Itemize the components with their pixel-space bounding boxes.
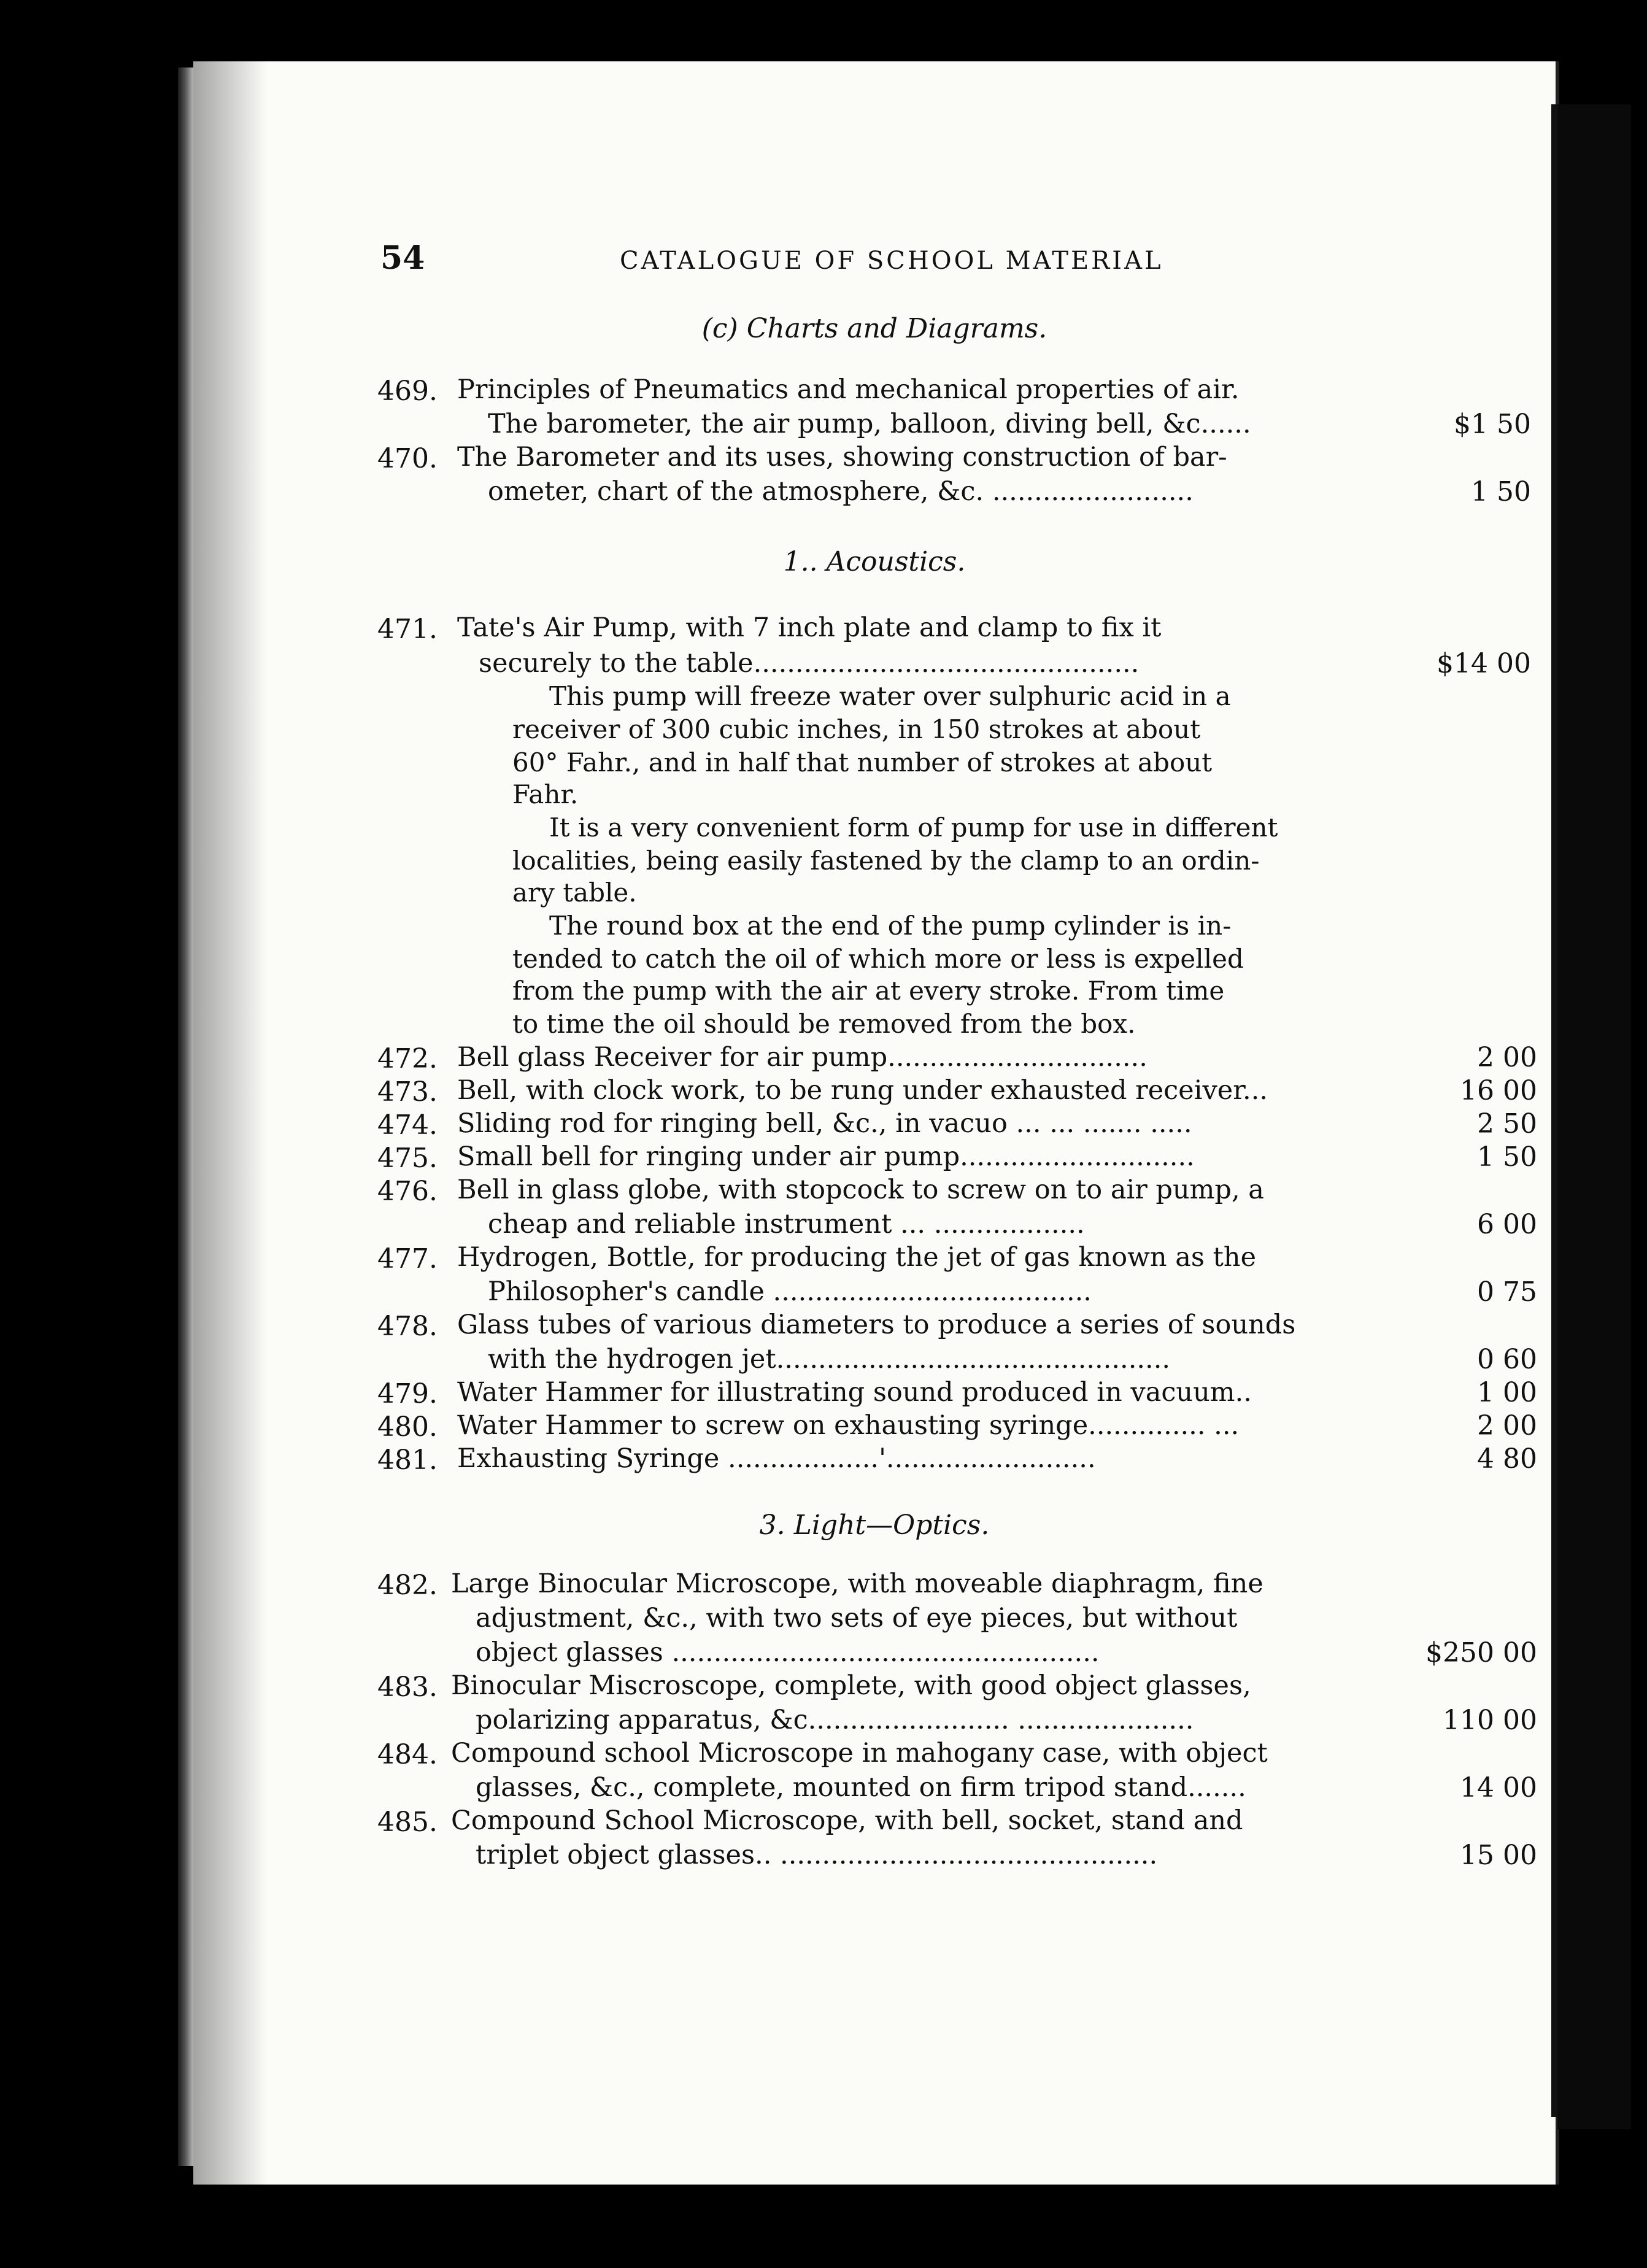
entry-number: 476.	[377, 1176, 438, 1207]
entry-price: $250 00	[1425, 1637, 1537, 1668]
entry-description: Bell in glass globe, with stopcock to screw on to air pump, a	[457, 1174, 1264, 1205]
entry-number: 484.	[377, 1739, 438, 1770]
entry-number: 478.	[377, 1311, 438, 1342]
entry-price: 6 00	[1477, 1209, 1537, 1240]
entry-description: ometer, chart of the atmosphere, &c. ........................	[488, 476, 1194, 507]
entry-number: 472.	[377, 1043, 438, 1074]
entry-description: Small bell for ringing under air pump............................	[457, 1141, 1195, 1172]
page-shadow	[193, 61, 267, 2185]
section-heading-optics: 3. Light—Optics.	[759, 1510, 990, 1541]
entry-price: 2 00	[1477, 1042, 1537, 1073]
note-line: It is a very convenient form of pump for use in different	[549, 812, 1278, 843]
entry-number: 485.	[377, 1807, 438, 1838]
entry-description: securely to the table..............................................	[479, 648, 1140, 679]
entry-price: 110 00	[1443, 1705, 1537, 1736]
entry-description: triplet object glasses.. .............................................	[476, 1840, 1158, 1870]
entry-price: 16 00	[1460, 1075, 1537, 1106]
entry-description: Philosopher's candle ......................................	[488, 1276, 1092, 1307]
page-number: 54	[380, 239, 425, 277]
entry-price: 0 75	[1477, 1276, 1537, 1308]
entry-number: 482.	[377, 1570, 438, 1601]
entry-number: 481.	[377, 1444, 438, 1476]
entry-description: Compound School Microscope, with bell, socket, stand and	[451, 1805, 1243, 1836]
entry-description: Large Binocular Microscope, with moveable diaphragm, fine	[451, 1568, 1263, 1599]
entry-number: 480.	[377, 1411, 438, 1443]
entry-number: 470.	[377, 443, 438, 474]
entry-price: $1 50	[1454, 409, 1531, 440]
entry-description: The barometer, the air pump, balloon, diving bell, &c......	[488, 409, 1251, 439]
note-line: localities, being easily fastened by the clamp to an ordin-	[512, 846, 1260, 876]
note-line: Fahr.	[512, 779, 579, 809]
entry-price: 15 00	[1460, 1840, 1537, 1871]
entry-description: Tate's Air Pump, with 7 inch plate and clamp to fix it	[457, 612, 1162, 643]
entry-description: object glasses ...................................................	[476, 1637, 1100, 1668]
entry-description: The Barometer and its uses, showing construction of bar-	[457, 442, 1227, 472]
entry-description: Water Hammer to screw on exhausting syringe.............. ...	[457, 1410, 1240, 1441]
entry-description: polarizing apparatus, &c........................ .....................	[476, 1705, 1194, 1735]
entry-description: Compound school Microscope in mahogany case, with object	[451, 1738, 1268, 1768]
entry-price: 1 50	[1471, 476, 1531, 507]
entry-price: 1 00	[1477, 1377, 1537, 1408]
note-line: ary table.	[512, 878, 637, 908]
note-line: to time the oil should be removed from the box.	[512, 1009, 1136, 1039]
entry-number: 474.	[377, 1109, 438, 1141]
note-line: 60° Fahr., and in half that number of strokes at about	[512, 747, 1213, 777]
entry-description: Hydrogen, Bottle, for producing the jet of gas known as the	[457, 1242, 1257, 1273]
running-title: CATALOGUE OF SCHOOL MATERIAL	[620, 247, 1163, 275]
entry-number: 473.	[377, 1076, 438, 1108]
entry-number: 469.	[377, 376, 438, 407]
entry-description: Exhausting Syringe ..................'.........................	[457, 1443, 1096, 1474]
entry-price: 2 50	[1477, 1108, 1537, 1140]
note-line: This pump will freeze water over sulphuric acid in a	[549, 681, 1231, 711]
entry-number: 475.	[377, 1143, 438, 1174]
entry-price: 1 50	[1477, 1141, 1537, 1173]
entry-number: 479.	[377, 1378, 438, 1410]
scan-right-edge	[1557, 104, 1631, 2129]
entry-price: 0 60	[1477, 1344, 1537, 1375]
note-line: receiver of 300 cubic inches, in 150 strokes at about	[512, 714, 1201, 744]
note-line: tended to catch the oil of which more or less is expelled	[512, 944, 1244, 974]
catalogue-page	[193, 61, 1559, 2185]
section-heading-acoustics: 1.. Acoustics.	[783, 546, 966, 577]
entry-description: Water Hammer for illustrating sound produced in vacuum..	[457, 1377, 1252, 1408]
entry-description: Glass tubes of various diameters to produce a series of sounds	[457, 1310, 1296, 1340]
entry-description: Binocular Miscroscope, complete, with good object glasses,	[451, 1670, 1251, 1701]
entry-description: Sliding rod for ringing bell, &c., in vacuo ... ... ....... .....	[457, 1108, 1192, 1139]
entry-description: cheap and reliable instrument ... ..................	[488, 1209, 1085, 1240]
page-gutter	[1551, 104, 1557, 2117]
entry-price: $14 00	[1437, 648, 1531, 679]
entry-description: Bell glass Receiver for air pump...............................	[457, 1042, 1148, 1073]
entry-price: 2 00	[1477, 1410, 1537, 1441]
entry-number: 483.	[377, 1672, 438, 1703]
section-heading-charts: (c) Charts and Diagrams.	[701, 313, 1047, 344]
entry-description: Bell, with clock work, to be rung under exhausted receiver...	[457, 1075, 1268, 1106]
entry-number: 471.	[377, 614, 438, 645]
entry-description: Principles of Pneumatics and mechanical properties of air.	[457, 374, 1240, 405]
entry-price: 14 00	[1460, 1772, 1537, 1803]
entry-price: 4 80	[1477, 1443, 1537, 1475]
entry-number: 477.	[377, 1243, 438, 1275]
entry-description: glasses, &c., complete, mounted on firm tripod stand.......	[476, 1772, 1246, 1803]
entry-description: adjustment, &c., with two sets of eye pieces, but without	[476, 1603, 1238, 1634]
entry-description: with the hydrogen jet...............................................	[488, 1344, 1171, 1375]
note-line: The round box at the end of the pump cylinder is in-	[549, 911, 1232, 941]
note-line: from the pump with the air at every stroke. From time	[512, 976, 1225, 1006]
